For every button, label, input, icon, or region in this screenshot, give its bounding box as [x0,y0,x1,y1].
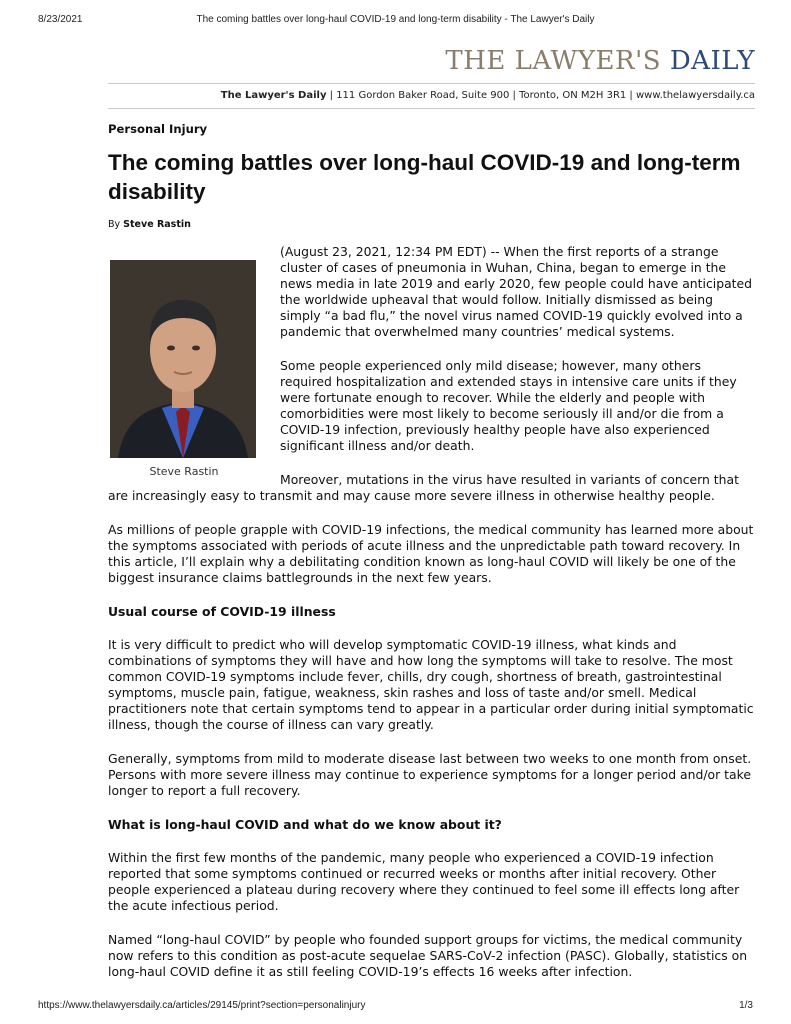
subheading: What is long-haul COVID and what do we know about it? [108,817,502,832]
paragraph: Generally, symptoms from mild to moderate disease last between two weeks to one month from onset. Persons with more severe illness may continue to experience symptoms for a longer period and/or take longer to report a full recovery. [108,751,752,798]
publisher-line [221,90,755,101]
photo-caption: Steve Rastin [149,465,219,478]
subheading: Usual course of COVID-19 illness [108,604,336,619]
author-photo-figure [110,260,258,478]
paragraph: (August 23, 2021, 12:34 PM EDT) -- When the first reports of a strange cluster of cases of pneumonia in Wuhan, China, began to emerge in the news media in late 2019 and early 2020, few people could have anticipated the worldwide upheaval that would follow. Initially dismissed as being simply “a bad flu,” the novel virus named COVID-19 quickly evolved into a pandemic that overwhelmed many countries’ medical systems. [280,244,753,339]
paragraph: Moreover, mutations in the virus have resulted in variants of concern that are increasingly easy to transmit and may cause more severe illness in otherwise healthy people. [108,472,739,503]
masthead-part1: THE LAWYER'S [445,46,670,76]
author-name: Steve Rastin [123,219,191,230]
print-header [38,14,753,28]
article-body [108,244,756,980]
publisher-details: | 111 Gordon Baker Road, Suite 900 | Toronto, ON M2H 3R1 | www.thelawyersdaily.ca [326,90,755,101]
bottom-divider [108,108,755,109]
page-number: 1/3 [739,1000,753,1011]
paragraph: It is very difficult to predict who will develop symptomatic COVID-19 illness, what kinds and combinations of symptoms they will have and how long the symptoms will take to resolve. The most common COVID-19 symptoms include fever, chills, dry cough, shortness of breath, gastrointestinal symptoms, muscle pain, fatigue, weakness, skin rashes and loss of taste and/or smell. Medical practitioners note that certain symptoms tend to appear in a particular order during initial symptomatic illness, though the course of illness can vary greatly. [108,637,754,732]
paragraph: Some people experienced only mild disease; however, many others required hospitalization and extended stays in intensive care units if they were fortunate enough to recover. While the elderly and people with comorbidities were most likely to become seriously ill and/or die from a COVID-19 infection, previously healthy people have also experienced significant illness and/or death. [280,358,737,453]
byline [108,219,756,230]
print-date: 8/23/2021 [38,14,83,25]
publisher-name: The Lawyer's Daily [220,90,327,101]
masthead-logo [445,46,755,76]
author-photo [110,260,256,458]
article [108,122,756,998]
paragraph: Within the first few months of the pandemic, many people who experienced a COVID-19 infection reported that some symptoms continued or recurred weeks or months after initial recovery. Other people experienced a plateau during recovery where they continued to feel some ill effects long after the acute infectious period. [108,850,740,913]
top-divider [108,83,755,84]
section-label: Personal Injury [108,122,208,136]
byline-prefix: By [108,219,124,230]
print-document-title: The coming battles over long-haul COVID-19 and long-term disability - The Lawyer's Daily [196,14,595,25]
masthead-part2: DAILY [669,46,755,76]
author-portrait-image [110,260,256,458]
article-title: The coming battles over long-haul COVID-19 and long-term disability [108,150,741,204]
print-url: https://www.thelawyersdaily.ca/articles/29145/print?section=personalinjury [38,1000,366,1011]
paragraph: Named “long-haul COVID” by people who founded support groups for victims, the medical community now refers to this condition as post-acute sequelae SARS-CoV-2 infection (PASC). Globally, statistics on long-haul COVID define it as still feeling COVID-19’s effects 16 weeks after infection. [108,932,748,979]
print-footer [38,1000,753,1014]
paragraph: As millions of people grapple with COVID-19 infections, the medical community has learned more about the symptoms associated with periods of acute illness and the unpredictable path toward recovery. In this article, I’ll explain why a debilitating condition known as long-haul COVID will likely be one of the biggest insurance claims battlegrounds in the next few years. [108,522,754,585]
